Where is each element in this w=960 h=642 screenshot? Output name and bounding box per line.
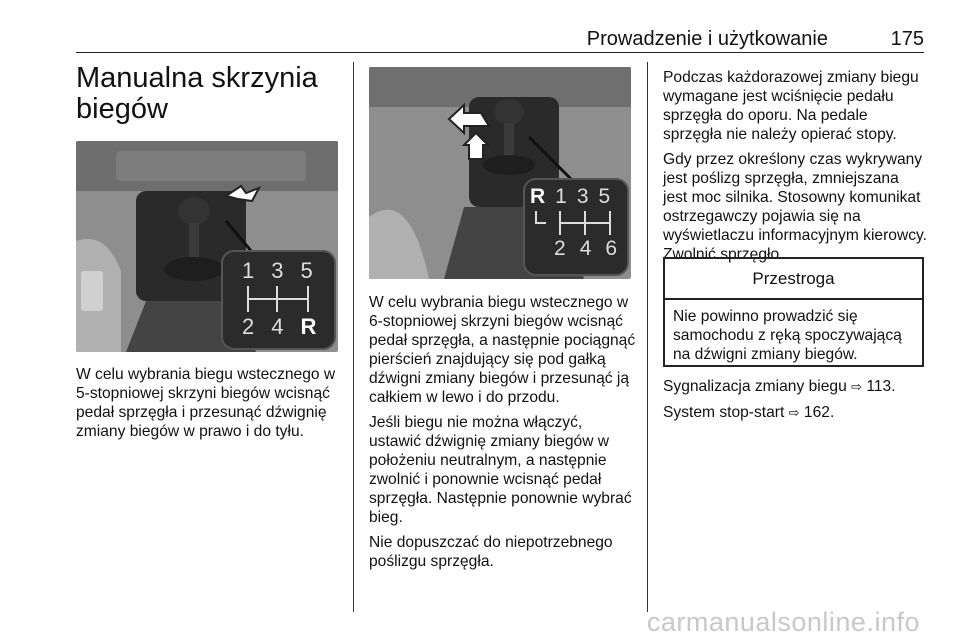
title-line-2: biegów	[76, 93, 168, 125]
column-divider-1	[353, 62, 354, 612]
column-divider-2	[647, 62, 648, 612]
gear-label: R	[530, 185, 546, 208]
page-number: 175	[890, 28, 924, 50]
gear-pattern-6-speed	[530, 185, 625, 261]
title-line-1: Manualna skrzynia	[76, 62, 318, 94]
gear-pattern-5-speed	[242, 258, 332, 340]
gear-label: 4	[271, 314, 284, 339]
caution-box	[663, 257, 924, 367]
paragraph: Gdy przez określony czas wykrywany jest poślizg sprzęgła, zmniejszana jest moc silnika. Stosowny komunikat ostrzegawczy pojawia się na wyświetlaczu informacyjnym kierowcy. Zwolnić sprzęgło.	[663, 151, 927, 263]
gear-label: 3	[576, 185, 589, 208]
gear-label: 4	[579, 237, 592, 260]
paragraph: Jeśli biegu nie można włączyć, ustawić dźwignię zmiany biegów w położeniu neutralnym, a następnie zwolnić i ponownie wcisnąć pedał sprzęgła. Następnie ponownie wybrać bieg.	[369, 414, 632, 526]
gear-label: 1	[242, 258, 255, 283]
column-1-text	[76, 365, 346, 447]
paragraph: W celu wybrania biegu wstecznego w 5-stopniowej skrzyni biegów wcisnąć pedał sprzęgła i przesunąć dźwignię zmiany biegów w prawo i do tyłu.	[76, 366, 336, 440]
column-2-text	[369, 293, 637, 577]
page-ref-arrow-icon: ⇨	[851, 380, 863, 395]
gear-label: 2	[242, 314, 255, 339]
gearbox-5-speed-illustration	[76, 141, 338, 352]
gear-label: 2	[554, 237, 566, 260]
page-ref-arrow-icon: ⇨	[788, 406, 800, 421]
gear-label: 3	[271, 258, 284, 283]
gear-label: R	[300, 314, 317, 339]
gear-label: 6	[605, 237, 618, 260]
gearbox-6-speed-illustration	[369, 67, 631, 279]
page-title	[76, 63, 346, 125]
paragraph: W celu wybrania biegu wstecznego w 6-stopniowej skrzyni biegów wcisnąć pedał sprzęgła, a następnie pociągnąć pierścień znajdujący się pod gałką dźwigni zmiany biegów i przesunąć ją całkiem w lewo i do przodu.	[369, 294, 636, 406]
gear-label: 5	[598, 185, 611, 208]
column-3-text	[663, 68, 927, 270]
watermark: carmanualsonline.info	[646, 607, 920, 637]
reference-stop-start[interactable]: System stop-start ⇨ 162.	[663, 404, 835, 421]
paragraph: Podczas każdorazowej zmiany biegu wymagane jest wciśnięcie pedału sprzęgła do oporu. Na pedale sprzęgła nie należy opierać stopy.	[663, 69, 919, 143]
caution-title: Przestroga	[665, 259, 922, 300]
gear-label: 1	[555, 185, 567, 208]
caution-text: Nie powinno prowadzić się samochodu z ręką spoczywającą na dźwigni zmiany biegów.	[673, 308, 902, 363]
references	[663, 377, 927, 429]
paragraph: Nie dopuszczać do niepotrzebnego poślizgu sprzęgła.	[369, 534, 613, 570]
page-header	[76, 26, 924, 53]
section-title: Prowadzenie i użytkowanie	[586, 28, 828, 50]
reference-shift-indicator[interactable]: Sygnalizacja zmiany biegu ⇨ 113.	[663, 378, 896, 395]
gear-label: 5	[300, 258, 313, 283]
